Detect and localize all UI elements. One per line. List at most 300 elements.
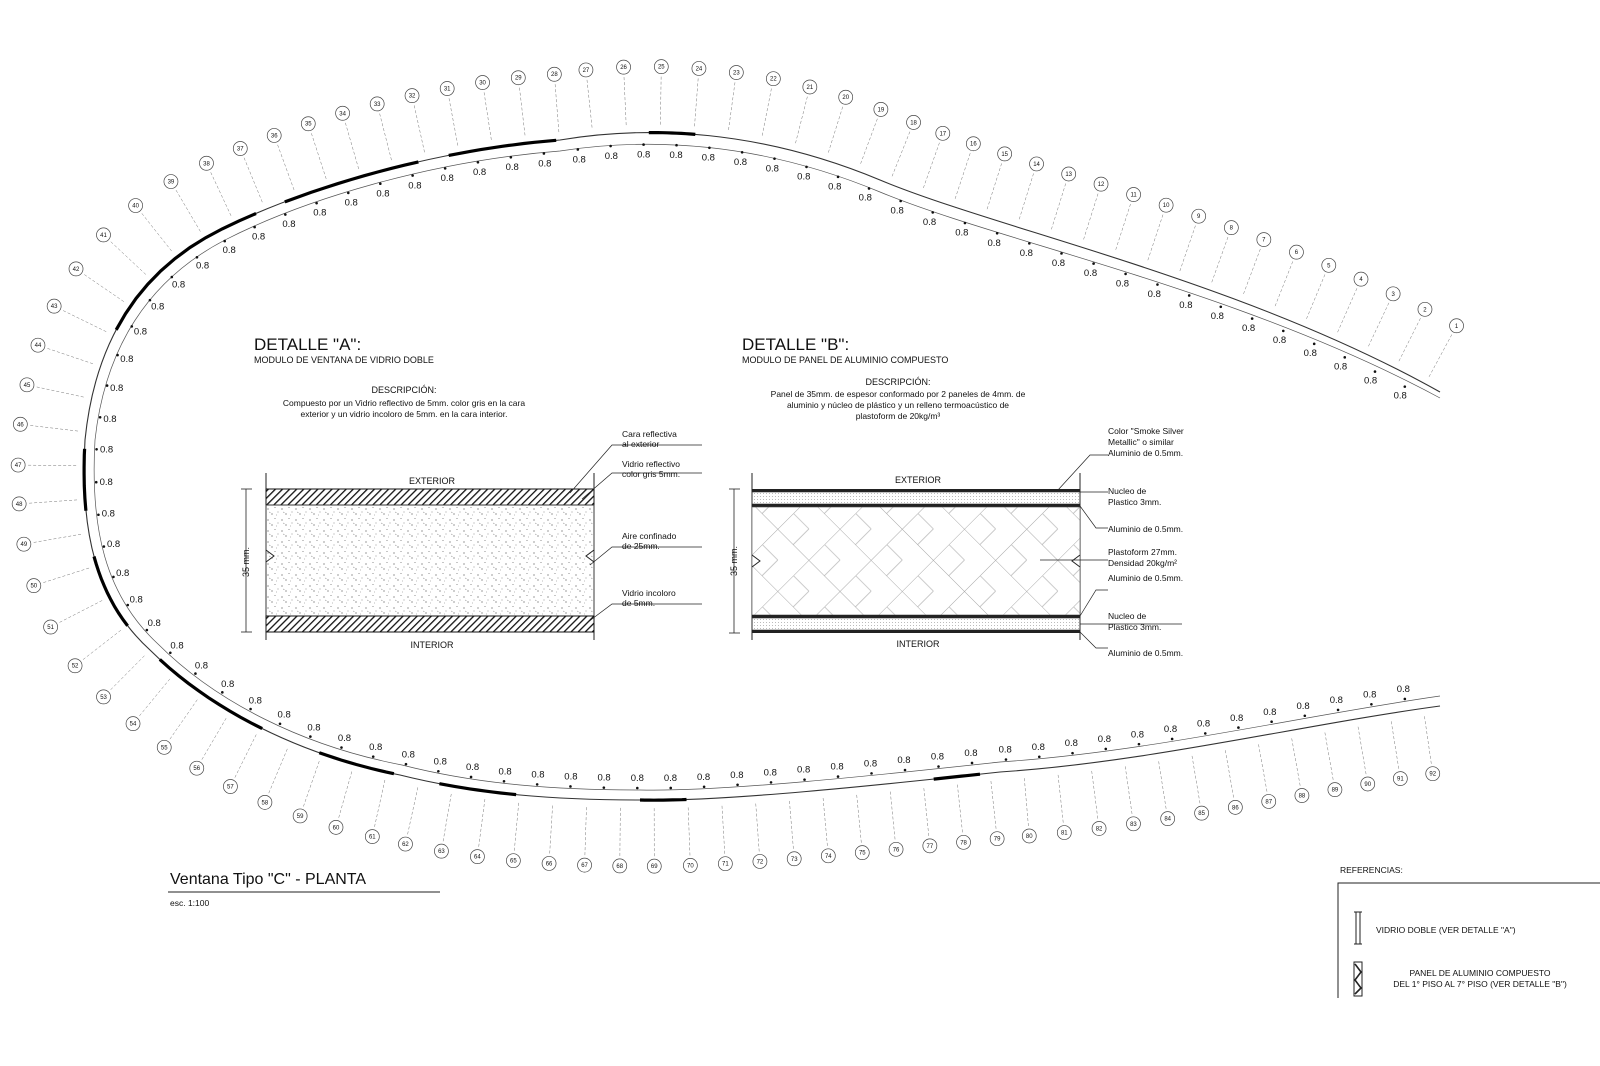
axis-leader	[1092, 771, 1098, 821]
detail-a-subtitle: MODULO DE VENTANA DE VIDRIO DOBLE	[254, 355, 434, 365]
axis-point	[609, 145, 612, 148]
spacing-label: 0.8	[1083, 268, 1098, 280]
axis-number: 84	[1164, 816, 1172, 823]
axis-leader	[83, 273, 124, 301]
callout-text: Aluminio de 0.5mm.	[1108, 648, 1184, 658]
axis-number: 76	[892, 847, 900, 854]
axis-number: 59	[296, 813, 304, 820]
axis-number: 24	[695, 66, 703, 73]
axis-point	[1104, 748, 1107, 751]
axis-leader	[1306, 273, 1325, 319]
axis-number: 19	[877, 107, 885, 114]
axis-number: 71	[722, 861, 729, 868]
double-glass-symbol	[1354, 912, 1362, 944]
axis-point	[703, 785, 706, 788]
axis-point	[379, 182, 382, 185]
axis-leader	[1019, 172, 1034, 220]
axis-point	[899, 200, 902, 203]
spacing-label: 0.8	[221, 678, 235, 690]
axis-leader	[138, 679, 170, 718]
spacing-label: 0.8	[505, 162, 519, 174]
axis-number: 20	[842, 95, 850, 102]
spacing-label: 0.8	[964, 748, 978, 760]
axis-point	[803, 778, 806, 781]
axis-point	[837, 176, 840, 179]
axis-leader	[1225, 750, 1234, 799]
axis-number: 21	[806, 84, 814, 91]
axis-number: 29	[514, 75, 522, 82]
axis-point	[99, 416, 102, 419]
detail-a-dimension: 35 mm.	[241, 546, 251, 578]
axis-leader	[695, 76, 699, 126]
axis-leader	[414, 103, 425, 152]
axis-point	[1038, 755, 1041, 758]
axis-point	[1337, 709, 1340, 712]
callout-text: Aluminio de 0.5mm.	[1108, 524, 1184, 534]
axis-number: 82	[1095, 826, 1103, 833]
axis-leader	[1368, 301, 1389, 346]
axis-leader	[311, 131, 326, 179]
spacing-label: 0.8	[701, 152, 715, 164]
axis-point	[1374, 370, 1377, 373]
spacing-label: 0.8	[1210, 311, 1224, 323]
axis-number: 6	[1294, 250, 1299, 257]
axis-leader	[1024, 778, 1028, 828]
axis-point	[112, 576, 115, 579]
axis-point	[149, 299, 152, 302]
spacing-label: 0.8	[890, 205, 904, 217]
axis-number: 5	[1327, 263, 1331, 270]
axis-point	[870, 772, 873, 775]
axis-leader	[923, 141, 940, 188]
detail-b-subtitle: MODULO DE PANEL DE ALUMINIO COMPUESTO	[742, 355, 949, 365]
spacing-label: 0.8	[1115, 278, 1130, 290]
detail-a-description-line: exterior y un vidrio incoloro de 5mm. en la cara interior.	[300, 409, 508, 419]
axis-point	[1270, 720, 1273, 723]
spacing-label: 0.8	[1097, 734, 1112, 746]
axis-point	[773, 157, 776, 160]
detail-a-description-heading: DESCRIPCIÓN:	[371, 385, 437, 395]
spacing-label: 0.8	[313, 207, 327, 219]
axis-leader	[1424, 716, 1431, 765]
axis-number: 47	[14, 463, 22, 470]
axis-number: 17	[939, 131, 947, 138]
axis-number: 13	[1065, 171, 1073, 178]
axis-point	[1204, 732, 1207, 735]
callout-text: de 5mm.	[622, 598, 656, 608]
axis-point	[1237, 726, 1240, 729]
axis-number: 74	[824, 853, 832, 860]
axis-point	[196, 256, 199, 259]
axis-leader	[1180, 224, 1196, 271]
spacing-label: 0.8	[1130, 729, 1145, 741]
spacing-label: 0.8	[1179, 299, 1193, 311]
axis-number: 10	[1162, 203, 1170, 210]
axis-point	[1156, 283, 1159, 286]
axis-leader	[1159, 761, 1167, 810]
plastic-core-inner	[752, 618, 1080, 630]
axis-leader	[175, 188, 200, 231]
aluminum-panel-segment	[934, 774, 980, 779]
axis-leader	[478, 799, 484, 849]
axis-leader	[857, 795, 862, 845]
detail-a-interior-label: INTERIOR	[410, 640, 454, 650]
callout-text: Aluminio de 0.5mm.	[1108, 573, 1184, 583]
detail-a-title: DETALLE "A":	[254, 335, 362, 354]
callout-text: de 25mm.	[622, 541, 660, 551]
facade-plan	[11, 60, 1463, 874]
axis-number: 33	[373, 101, 381, 108]
spacing-label: 0.8	[797, 764, 811, 776]
callout-text: Plastoform 27mm.	[1108, 547, 1177, 557]
axis-point	[315, 202, 318, 205]
axis-leader	[35, 387, 84, 398]
axis-number: 15	[1001, 151, 1009, 158]
aluminum-panel-segments	[84, 133, 980, 801]
spacing-label: 0.8	[151, 301, 165, 313]
axis-number: 60	[332, 825, 340, 832]
axis-point	[130, 325, 133, 328]
axis-leader	[728, 80, 735, 130]
axis-point	[503, 780, 506, 783]
axis-leader	[987, 161, 1002, 209]
axis-leader	[1391, 721, 1399, 770]
spacing-label: 0.8	[1272, 335, 1287, 347]
axis-point	[194, 672, 197, 675]
axis-number: 50	[30, 583, 38, 590]
axis-point	[931, 211, 934, 214]
aluminum-panel-symbol	[1354, 962, 1362, 996]
leader-line	[1080, 590, 1108, 616]
plastoform-core	[752, 507, 1080, 615]
axis-number: 51	[47, 625, 54, 632]
axis-leader	[957, 785, 962, 835]
axis-point	[1171, 738, 1174, 741]
axis-number: 83	[1130, 821, 1137, 828]
axis-leader	[620, 808, 621, 858]
spacing-label: 0.8	[1334, 361, 1348, 373]
spacing-label: 0.8	[830, 761, 844, 773]
plan-title: Ventana Tipo "C" - PLANTA	[170, 871, 367, 888]
axis-point	[1313, 343, 1316, 346]
reference-label: VIDRIO DOBLE (VER DETALLE "A")	[1376, 925, 1516, 935]
spacing-label: 0.8	[531, 769, 545, 781]
spacing-label: 0.8	[733, 157, 748, 169]
axis-leader	[1192, 756, 1200, 805]
axis-point	[577, 148, 580, 151]
axis-number: 52	[71, 663, 79, 670]
spacing-label: 0.8	[252, 231, 266, 243]
axis-point	[1124, 273, 1127, 276]
axis-number: 81	[1060, 830, 1068, 837]
spacing-label: 0.8	[472, 167, 487, 179]
axis-leader	[277, 143, 294, 190]
axis-number: 66	[545, 861, 553, 868]
spacing-label: 0.8	[103, 413, 117, 425]
aluminum-panel-segment	[116, 214, 256, 330]
axis-point	[171, 276, 174, 279]
axis-number: 91	[1396, 776, 1404, 783]
spacing-label: 0.8	[1147, 289, 1161, 301]
axis-point	[444, 167, 447, 170]
spacing-label: 0.8	[630, 772, 644, 784]
axis-leader	[243, 156, 262, 202]
spacing-label: 0.8	[663, 772, 678, 784]
axis-number: 23	[732, 70, 740, 77]
axis-leader	[210, 170, 231, 215]
axis-number: 40	[132, 203, 139, 210]
spacing-label: 0.8	[99, 476, 113, 488]
axis-leader	[555, 82, 559, 132]
spacing-label: 0.8	[133, 326, 148, 338]
axis-number: 8	[1229, 225, 1234, 232]
axis-number: 39	[167, 179, 175, 186]
axis-point	[437, 770, 440, 773]
axis-leader	[338, 772, 352, 820]
axis-point	[1404, 698, 1407, 701]
spacing-label: 0.8	[1364, 375, 1378, 387]
axis-point	[1060, 252, 1063, 255]
callout-text: Plastico 3mm.	[1108, 497, 1162, 507]
axis-point	[868, 187, 871, 190]
spacing-label: 0.8	[408, 180, 422, 192]
axis-number: 25	[657, 64, 665, 71]
axis-point	[405, 763, 408, 766]
spacing-label: 0.8	[307, 722, 321, 734]
detail-b-interior-label: INTERIOR	[896, 639, 940, 649]
spacing-label: 0.8	[1031, 741, 1045, 753]
axis-number: 86	[1231, 805, 1239, 812]
axis-number: 22	[770, 76, 777, 83]
spacing-label: 0.8	[171, 279, 186, 291]
spacing-label: 0.8	[195, 260, 210, 272]
spacing-label: 0.8	[955, 227, 969, 239]
axis-number: 31	[443, 86, 451, 93]
spacing-label: 0.8	[858, 192, 872, 204]
axis-leader	[514, 803, 519, 853]
axis-number: 92	[1429, 771, 1437, 778]
axis-point	[603, 786, 606, 789]
axis-point	[253, 226, 256, 229]
axis-number: 41	[100, 232, 107, 239]
axis-leader	[1338, 286, 1358, 332]
spacing-label: 0.8	[1163, 724, 1178, 736]
axis-point	[536, 783, 539, 786]
axis-leader	[443, 794, 451, 843]
spacing-label: 0.8	[147, 618, 161, 630]
axis-number: 48	[15, 501, 23, 508]
axis-point	[146, 629, 149, 632]
spacing-label: 0.8	[930, 751, 945, 763]
axis-leader	[141, 212, 172, 251]
axis-point	[569, 785, 572, 788]
callout-text: Densidad 20kg/m²	[1108, 558, 1177, 568]
spacing-label: 0.8	[604, 150, 618, 162]
spacing-label: 0.8	[696, 771, 711, 783]
callout-text: Vidrio incoloro	[622, 588, 676, 598]
axis-point	[249, 708, 252, 711]
aluminum-sheet	[752, 615, 1080, 618]
axis-point	[279, 722, 282, 725]
axis-leader	[374, 780, 385, 829]
axis-point	[708, 146, 711, 149]
axis-number: 80	[1025, 833, 1033, 840]
spacing-label: 0.8	[1329, 695, 1343, 707]
detail-b-exterior-label: EXTERIOR	[894, 475, 942, 485]
axis-leader	[550, 806, 553, 856]
spacing-label: 0.8	[597, 772, 611, 784]
axis-number: 43	[50, 304, 58, 311]
axis-point	[411, 174, 414, 177]
axis-point	[284, 213, 287, 216]
axis-point	[805, 166, 808, 169]
axis-number: 26	[620, 65, 627, 72]
axis-leader	[81, 630, 121, 661]
spacing-label: 0.8	[248, 695, 262, 707]
axis-point	[477, 161, 480, 164]
detail-b-description-heading: DESCRIPCIÓN:	[865, 377, 931, 387]
aluminum-panel-segment	[640, 800, 687, 801]
axis-leader	[1148, 213, 1164, 260]
detail-a	[241, 335, 702, 650]
axis-point	[770, 781, 773, 784]
spacing-label: 0.8	[1393, 390, 1407, 402]
aluminum-panel-segment	[319, 753, 394, 774]
aluminum-panel-segment	[439, 784, 516, 795]
axis-point	[95, 448, 98, 451]
axis-point	[937, 765, 940, 768]
spacing-label: 0.8	[1019, 247, 1033, 259]
axis-point	[675, 144, 678, 147]
axis-leader	[379, 112, 391, 160]
axis-leader	[169, 700, 197, 741]
spacing-label: 0.8	[344, 197, 358, 209]
axis-leader	[58, 600, 102, 623]
spacing-label: 0.8	[987, 237, 1001, 249]
axis-number: 87	[1265, 799, 1273, 806]
spacing-label: 0.8	[170, 640, 184, 652]
spacing-label: 0.8	[401, 749, 415, 761]
aluminum-panel-segment	[160, 659, 262, 728]
axis-leader	[861, 117, 878, 164]
axis-number: 49	[20, 542, 28, 549]
axis-leader	[762, 87, 772, 136]
axis-number: 72	[756, 859, 764, 866]
axis-leader	[789, 801, 793, 851]
spacing-label: 0.8	[337, 733, 352, 745]
axis-leader	[991, 781, 996, 831]
axis-leader	[27, 500, 77, 503]
air-gap-layer	[266, 505, 594, 616]
aluminum-panel-segment	[84, 449, 86, 511]
axis-point	[169, 651, 172, 654]
axis-number: 77	[926, 843, 934, 850]
spacing-label: 0.8	[1396, 684, 1410, 696]
axis-point	[372, 755, 375, 758]
reference-label: DEL 1° PISO AL 7° PISO (VER DETALLE "B")	[1393, 979, 1567, 989]
axis-leader	[660, 75, 661, 125]
axis-markers	[11, 60, 1463, 874]
axis-leader	[892, 130, 911, 176]
axis-number: 45	[23, 382, 31, 389]
axis-leader	[1058, 775, 1063, 825]
aluminum-sheet-outer	[752, 489, 1080, 492]
spacing-label: 0.8	[765, 163, 779, 175]
axis-number: 9	[1197, 214, 1201, 221]
axis-leader	[109, 240, 146, 274]
axis-point	[837, 775, 840, 778]
axis-point	[741, 151, 744, 154]
axis-leader	[268, 749, 287, 795]
axis-number: 73	[790, 856, 798, 863]
axis-leader	[449, 96, 458, 145]
axis-number: 61	[368, 834, 376, 841]
axis-point	[95, 481, 98, 484]
spacing-label: 0.8	[101, 508, 115, 520]
axis-point	[97, 513, 100, 516]
detail-a-exterior-label: EXTERIOR	[408, 476, 456, 486]
reflective-glass-layer	[266, 489, 594, 505]
axis-number: 27	[582, 67, 590, 74]
aluminum-sheet	[752, 504, 1080, 507]
spacing-label: 0.8	[828, 181, 842, 193]
plan-title-block	[168, 871, 440, 908]
spacing-label: 0.8	[376, 188, 390, 200]
axis-leader	[624, 75, 626, 125]
spacing-label: 0.8	[110, 383, 124, 395]
axis-number: 1	[1454, 323, 1459, 330]
axis-leader	[828, 105, 843, 153]
leader-line	[1080, 632, 1108, 648]
spacing-label: 0.8	[277, 709, 291, 721]
spacing-label: 0.8	[369, 741, 383, 753]
axis-point	[1219, 306, 1222, 309]
axis-leader	[519, 86, 525, 136]
spacing-label: 0.8	[440, 173, 454, 185]
axis-point	[636, 787, 639, 790]
axis-number: 30	[479, 80, 486, 87]
spacing-label: 0.8	[465, 762, 480, 774]
axis-number: 16	[970, 141, 977, 148]
aluminum-sheet-inner	[752, 630, 1080, 633]
spacing-label: 0.8	[572, 154, 586, 166]
axis-leader	[1292, 738, 1301, 787]
axis-number: 79	[993, 836, 1001, 843]
spacing-label: 0.8	[897, 755, 911, 767]
axis-leader	[303, 761, 319, 808]
spacing-label: 0.8	[669, 150, 683, 162]
axis-number: 14	[1033, 161, 1040, 168]
axis-leader	[41, 568, 89, 583]
detail-b-description-line: Panel de 35mm. de espesor conformado por 2 paneles de 4mm. de	[770, 389, 1026, 399]
spacing-label: 0.8	[1296, 700, 1310, 712]
axis-point	[1005, 758, 1008, 761]
leader-line	[1080, 506, 1108, 528]
axis-leader	[1259, 744, 1268, 793]
axis-point	[904, 769, 907, 772]
axis-number: 89	[1331, 787, 1339, 794]
axis-point	[1404, 385, 1407, 388]
spacing-label: 0.8	[797, 171, 811, 183]
axis-number: 3	[1391, 291, 1395, 298]
axis-leader	[201, 718, 226, 761]
spacing-label: 0.8	[282, 218, 296, 230]
axis-number: 46	[16, 422, 24, 429]
plastic-core-outer	[752, 492, 1080, 504]
axis-point	[1188, 294, 1191, 297]
spacing-label: 0.8	[863, 758, 878, 770]
spacing-label: 0.8	[1064, 738, 1078, 750]
